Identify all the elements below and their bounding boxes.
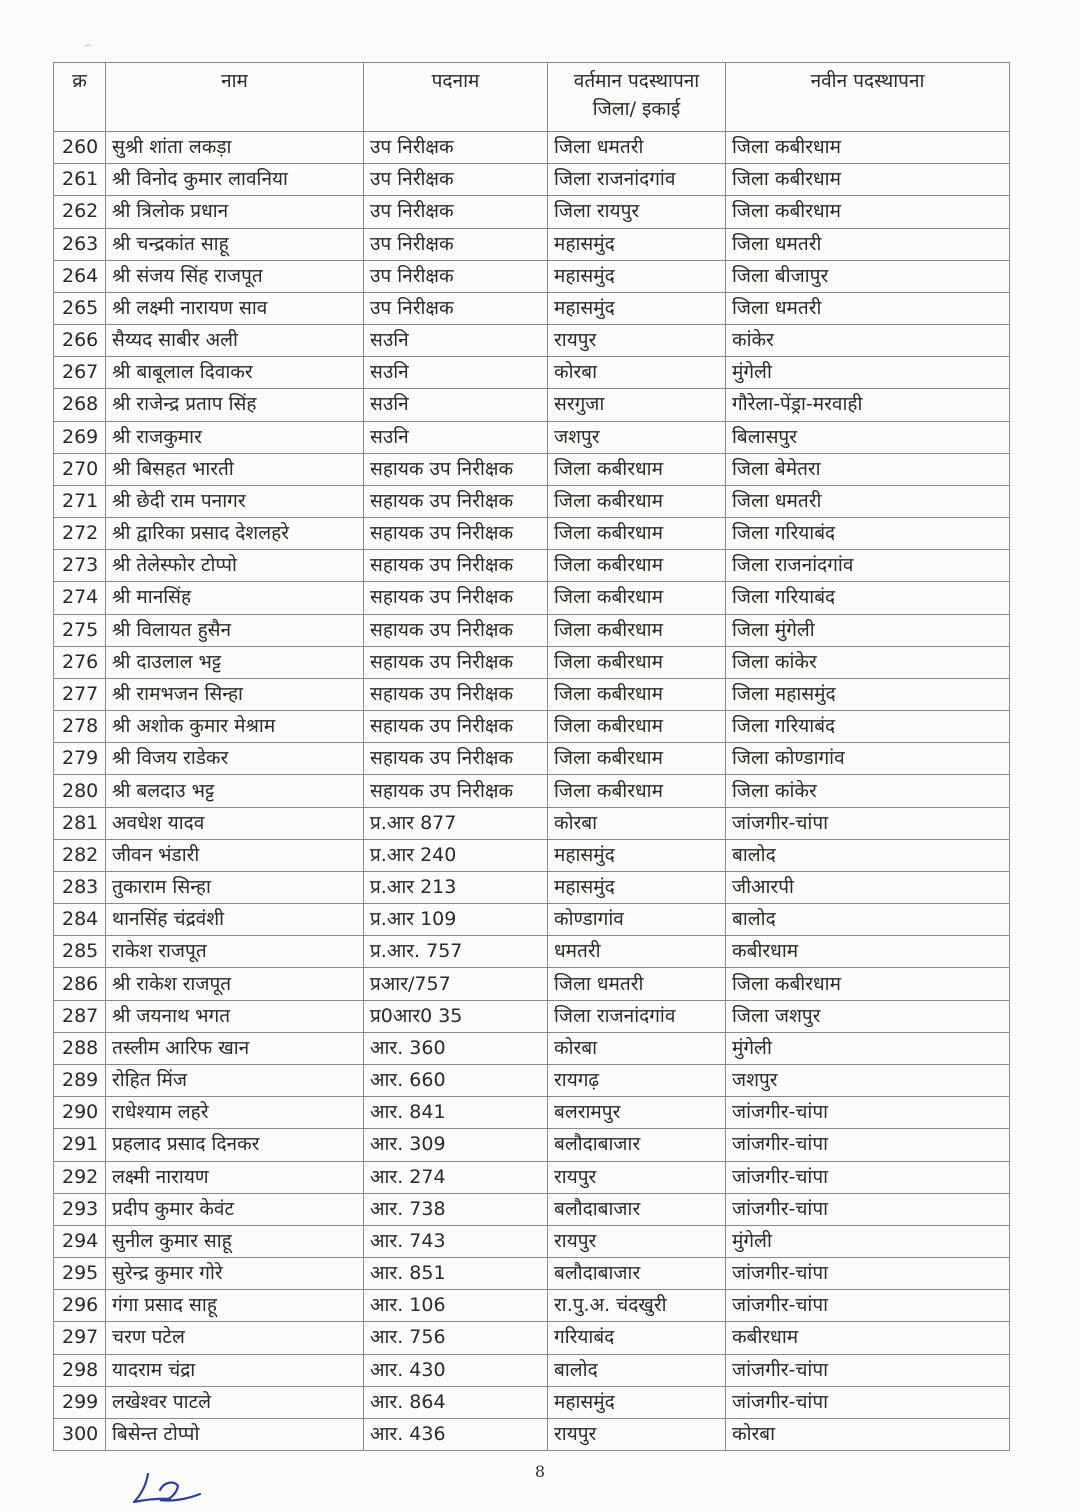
- table-row: [54, 582, 1010, 614]
- name-cell: श्री राकेश राजपूत: [106, 968, 364, 1000]
- new-posting-cell: जांजगीर-चांपा: [726, 1258, 1010, 1290]
- current-posting-cell: बलौदाबाजार: [548, 1193, 726, 1225]
- designation-cell: उप निरीक्षक: [364, 228, 548, 260]
- header-name: नाम: [106, 63, 364, 132]
- new-posting-cell: जांजगीर-चांपा: [726, 1129, 1010, 1161]
- name-cell: श्री बिसहत भारती: [106, 453, 364, 485]
- table-row: [54, 550, 1010, 582]
- table-row: [54, 678, 1010, 710]
- designation-cell: उप निरीक्षक: [364, 164, 548, 196]
- designation-cell: सहायक उप निरीक्षक: [364, 550, 548, 582]
- new-posting-cell: जिला गरियाबंद: [726, 518, 1010, 550]
- serial-cell: 299: [54, 1386, 106, 1418]
- serial-cell: 292: [54, 1161, 106, 1193]
- table-header-row: [54, 63, 1010, 132]
- serial-cell: 265: [54, 292, 106, 324]
- name-cell: राधेश्याम लहरे: [106, 1097, 364, 1129]
- table-row: [54, 260, 1010, 292]
- name-cell: तस्लीम आरिफ खान: [106, 1032, 364, 1064]
- serial-cell: 272: [54, 518, 106, 550]
- designation-cell: सउनि: [364, 357, 548, 389]
- page-number: 8: [534, 1462, 546, 1481]
- designation-cell: आर. 430: [364, 1354, 548, 1386]
- serial-cell: 268: [54, 389, 106, 421]
- designation-cell: सहायक उप निरीक्षक: [364, 453, 548, 485]
- serial-cell: 296: [54, 1290, 106, 1322]
- new-posting-cell: जिला बेमेतरा: [726, 453, 1010, 485]
- new-posting-cell: मुंगेली: [726, 1032, 1010, 1064]
- designation-cell: प्र.आर 240: [364, 839, 548, 871]
- new-posting-cell: कोरबा: [726, 1418, 1010, 1450]
- designation-cell: आर. 738: [364, 1193, 548, 1225]
- table-row: [54, 839, 1010, 871]
- designation-cell: सहायक उप निरीक्षक: [364, 582, 548, 614]
- name-cell: लक्ष्मी नारायण: [106, 1161, 364, 1193]
- designation-cell: सउनि: [364, 421, 548, 453]
- table-row: [54, 164, 1010, 196]
- table-row: [54, 485, 1010, 517]
- name-cell: श्री लक्ष्मी नारायण साव: [106, 292, 364, 324]
- serial-cell: 270: [54, 453, 106, 485]
- table-row: [54, 1032, 1010, 1064]
- current-posting-cell: जिला रायपुर: [548, 196, 726, 228]
- name-cell: चरण पटेल: [106, 1322, 364, 1354]
- new-posting-cell: जीआरपी: [726, 871, 1010, 903]
- new-posting-cell: मुंगेली: [726, 1225, 1010, 1257]
- new-posting-cell: जांजगीर-चांपा: [726, 1290, 1010, 1322]
- designation-cell: आर. 436: [364, 1418, 548, 1450]
- current-posting-cell: जिला राजनांदगांव: [548, 164, 726, 196]
- name-cell: श्री बाबूलाल दिवाकर: [106, 357, 364, 389]
- serial-cell: 262: [54, 196, 106, 228]
- name-cell: श्री छेदी राम पनागर: [106, 485, 364, 517]
- current-posting-cell: कोरबा: [548, 1032, 726, 1064]
- name-cell: श्री बलदाउ भट्ट: [106, 775, 364, 807]
- serial-cell: 294: [54, 1225, 106, 1257]
- serial-cell: 285: [54, 936, 106, 968]
- new-posting-cell: बालोद: [726, 839, 1010, 871]
- designation-cell: सहायक उप निरीक्षक: [364, 711, 548, 743]
- name-cell: श्री जयनाथ भगत: [106, 1000, 364, 1032]
- designation-cell: प्र.आर 877: [364, 807, 548, 839]
- new-posting-cell: बालोद: [726, 904, 1010, 936]
- scan-mark: [85, 44, 91, 47]
- current-posting-cell: बालोद: [548, 1354, 726, 1386]
- serial-cell: 280: [54, 775, 106, 807]
- new-posting-cell: जिला गरियाबंद: [726, 582, 1010, 614]
- table-row: [54, 453, 1010, 485]
- name-cell: प्रदीप कुमार केवंट: [106, 1193, 364, 1225]
- current-posting-cell: जिला कबीरधाम: [548, 646, 726, 678]
- designation-cell: सहायक उप निरीक्षक: [364, 614, 548, 646]
- table-row: [54, 1064, 1010, 1096]
- designation-cell: सहायक उप निरीक्षक: [364, 518, 548, 550]
- table-row: [54, 646, 1010, 678]
- table-row: [54, 936, 1010, 968]
- table-row: [54, 132, 1010, 164]
- table-row: [54, 389, 1010, 421]
- header-current-posting: [548, 63, 726, 132]
- new-posting-cell: जशपुर: [726, 1064, 1010, 1096]
- name-cell: श्री विजय राडेकर: [106, 743, 364, 775]
- current-posting-cell: रायपुर: [548, 1225, 726, 1257]
- table-row: [54, 196, 1010, 228]
- table-row: [54, 743, 1010, 775]
- serial-cell: 288: [54, 1032, 106, 1064]
- current-posting-cell: जिला धमतरी: [548, 968, 726, 1000]
- new-posting-cell: जांजगीर-चांपा: [726, 1161, 1010, 1193]
- current-posting-cell: जिला कबीरधाम: [548, 518, 726, 550]
- table-row: [54, 614, 1010, 646]
- current-posting-cell: महासमुंद: [548, 1386, 726, 1418]
- current-posting-cell: सरगुजा: [548, 389, 726, 421]
- new-posting-cell: जिला जशपुर: [726, 1000, 1010, 1032]
- new-posting-cell: जांजगीर-चांपा: [726, 1097, 1010, 1129]
- new-posting-cell: जांजगीर-चांपा: [726, 807, 1010, 839]
- header-current-posting-line2: जिला/ इकाई: [592, 98, 681, 120]
- designation-cell: आर. 743: [364, 1225, 548, 1257]
- table-row: [54, 1097, 1010, 1129]
- current-posting-cell: गरियाबंद: [548, 1322, 726, 1354]
- name-cell: श्री चन्द्रकांत साहू: [106, 228, 364, 260]
- designation-cell: प्रआर/757: [364, 968, 548, 1000]
- designation-cell: सहायक उप निरीक्षक: [364, 678, 548, 710]
- designation-cell: आर. 309: [364, 1129, 548, 1161]
- serial-cell: 295: [54, 1258, 106, 1290]
- table-row: [54, 775, 1010, 807]
- new-posting-cell: जिला राजनांदगांव: [726, 550, 1010, 582]
- table-row: [54, 325, 1010, 357]
- current-posting-cell: जिला कबीरधाम: [548, 582, 726, 614]
- table-row: [54, 292, 1010, 324]
- serial-cell: 278: [54, 711, 106, 743]
- new-posting-cell: जिला कोण्डागांव: [726, 743, 1010, 775]
- new-posting-cell: जिला कबीरधाम: [726, 968, 1010, 1000]
- serial-cell: 264: [54, 260, 106, 292]
- serial-cell: 291: [54, 1129, 106, 1161]
- new-posting-cell: जिला धमतरी: [726, 228, 1010, 260]
- table-row: [54, 711, 1010, 743]
- name-cell: थानसिंह चंद्रवंशी: [106, 904, 364, 936]
- transfer-roster-table: [53, 62, 1010, 1451]
- table-row: [54, 1161, 1010, 1193]
- designation-cell: सहायक उप निरीक्षक: [364, 775, 548, 807]
- current-posting-cell: रायपुर: [548, 325, 726, 357]
- serial-cell: 275: [54, 614, 106, 646]
- new-posting-cell: जिला मुंगेली: [726, 614, 1010, 646]
- new-posting-cell: गौरेला-पेंड्रा-मरवाही: [726, 389, 1010, 421]
- name-cell: सुरेन्द्र कुमार गोरे: [106, 1258, 364, 1290]
- header-current-posting-line1: वर्तमान पदस्थापना: [573, 70, 700, 92]
- table-row: [54, 421, 1010, 453]
- new-posting-cell: कबीरधाम: [726, 936, 1010, 968]
- new-posting-cell: कबीरधाम: [726, 1322, 1010, 1354]
- table-row: [54, 518, 1010, 550]
- header-designation: पदनाम: [364, 63, 548, 132]
- table-row: [54, 1193, 1010, 1225]
- designation-cell: आर. 851: [364, 1258, 548, 1290]
- name-cell: रोहित मिंज: [106, 1064, 364, 1096]
- designation-cell: आर. 274: [364, 1161, 548, 1193]
- serial-cell: 284: [54, 904, 106, 936]
- table-row: [54, 357, 1010, 389]
- current-posting-cell: रायगढ़: [548, 1064, 726, 1096]
- serial-cell: 260: [54, 132, 106, 164]
- serial-cell: 290: [54, 1097, 106, 1129]
- name-cell: श्री विलायत हुसैन: [106, 614, 364, 646]
- new-posting-cell: जिला धमतरी: [726, 485, 1010, 517]
- name-cell: श्री मानसिंह: [106, 582, 364, 614]
- new-posting-cell: जिला बीजापुर: [726, 260, 1010, 292]
- current-posting-cell: बलरामपुर: [548, 1097, 726, 1129]
- new-posting-cell: जांजगीर-चांपा: [726, 1354, 1010, 1386]
- serial-cell: 266: [54, 325, 106, 357]
- serial-cell: 261: [54, 164, 106, 196]
- table-row: [54, 1386, 1010, 1418]
- new-posting-cell: जिला महासमुंद: [726, 678, 1010, 710]
- designation-cell: आर. 864: [364, 1386, 548, 1418]
- new-posting-cell: कांकेर: [726, 325, 1010, 357]
- name-cell: यादराम चंद्रा: [106, 1354, 364, 1386]
- name-cell: सुनील कुमार साहू: [106, 1225, 364, 1257]
- current-posting-cell: जिला कबीरधाम: [548, 485, 726, 517]
- table-row: [54, 1418, 1010, 1450]
- name-cell: प्रहलाद प्रसाद दिनकर: [106, 1129, 364, 1161]
- header-new-posting: नवीन पदस्थापना: [726, 63, 1010, 132]
- new-posting-cell: मुंगेली: [726, 357, 1010, 389]
- table-row: [54, 1354, 1010, 1386]
- new-posting-cell: जिला कबीरधाम: [726, 164, 1010, 196]
- serial-cell: 298: [54, 1354, 106, 1386]
- current-posting-cell: कोण्डागांव: [548, 904, 726, 936]
- current-posting-cell: बलौदाबाजार: [548, 1258, 726, 1290]
- current-posting-cell: रायपुर: [548, 1418, 726, 1450]
- current-posting-cell: जिला कबीरधाम: [548, 453, 726, 485]
- name-cell: लखेश्वर पाटले: [106, 1386, 364, 1418]
- designation-cell: उप निरीक्षक: [364, 196, 548, 228]
- designation-cell: आर. 660: [364, 1064, 548, 1096]
- new-posting-cell: जिला गरियाबंद: [726, 711, 1010, 743]
- name-cell: श्री त्रिलोक प्रधान: [106, 196, 364, 228]
- current-posting-cell: जिला कबीरधाम: [548, 614, 726, 646]
- table-row: [54, 1000, 1010, 1032]
- table-row: [54, 807, 1010, 839]
- designation-cell: सहायक उप निरीक्षक: [364, 646, 548, 678]
- current-posting-cell: जिला कबीरधाम: [548, 711, 726, 743]
- name-cell: तुकाराम सिन्हा: [106, 871, 364, 903]
- serial-cell: 267: [54, 357, 106, 389]
- table-row: [54, 1129, 1010, 1161]
- designation-cell: प्र.आर. 757: [364, 936, 548, 968]
- table-row: [54, 904, 1010, 936]
- new-posting-cell: जिला कांकेर: [726, 775, 1010, 807]
- name-cell: अवधेश यादव: [106, 807, 364, 839]
- table-row: [54, 1225, 1010, 1257]
- designation-cell: सउनि: [364, 389, 548, 421]
- current-posting-cell: जिला कबीरधाम: [548, 678, 726, 710]
- serial-cell: 300: [54, 1418, 106, 1450]
- serial-cell: 276: [54, 646, 106, 678]
- designation-cell: सहायक उप निरीक्षक: [364, 485, 548, 517]
- name-cell: श्री राजकुमार: [106, 421, 364, 453]
- table-row: [54, 968, 1010, 1000]
- current-posting-cell: जशपुर: [548, 421, 726, 453]
- name-cell: श्री द्वारिका प्रसाद देशलहरे: [106, 518, 364, 550]
- current-posting-cell: रायपुर: [548, 1161, 726, 1193]
- serial-cell: 277: [54, 678, 106, 710]
- designation-cell: आर. 841: [364, 1097, 548, 1129]
- serial-cell: 281: [54, 807, 106, 839]
- designation-cell: सउनि: [364, 325, 548, 357]
- name-cell: सैय्यद साबीर अली: [106, 325, 364, 357]
- name-cell: श्री तेलेस्फोर टोप्पो: [106, 550, 364, 582]
- designation-cell: आर. 756: [364, 1322, 548, 1354]
- name-cell: जीवन भंडारी: [106, 839, 364, 871]
- header-serial: क्र: [54, 63, 106, 132]
- serial-cell: 263: [54, 228, 106, 260]
- table-row: [54, 1258, 1010, 1290]
- current-posting-cell: रा.पु.अ. चंदखुरी: [548, 1290, 726, 1322]
- current-posting-cell: जिला कबीरधाम: [548, 743, 726, 775]
- designation-cell: उप निरीक्षक: [364, 260, 548, 292]
- serial-cell: 273: [54, 550, 106, 582]
- designation-cell: प्र.आर 213: [364, 871, 548, 903]
- designation-cell: आर. 360: [364, 1032, 548, 1064]
- new-posting-cell: बिलासपुर: [726, 421, 1010, 453]
- current-posting-cell: महासमुंद: [548, 260, 726, 292]
- current-posting-cell: महासमुंद: [548, 871, 726, 903]
- serial-cell: 297: [54, 1322, 106, 1354]
- current-posting-cell: कोरबा: [548, 357, 726, 389]
- new-posting-cell: जिला कबीरधाम: [726, 196, 1010, 228]
- serial-cell: 287: [54, 1000, 106, 1032]
- serial-cell: 282: [54, 839, 106, 871]
- serial-cell: 279: [54, 743, 106, 775]
- current-posting-cell: कोरबा: [548, 807, 726, 839]
- current-posting-cell: जिला धमतरी: [548, 132, 726, 164]
- new-posting-cell: जांजगीर-चांपा: [726, 1386, 1010, 1418]
- name-cell: श्री राजेन्द्र प्रताप सिंह: [106, 389, 364, 421]
- name-cell: श्री अशोक कुमार मेश्राम: [106, 711, 364, 743]
- current-posting-cell: महासमुंद: [548, 839, 726, 871]
- serial-cell: 274: [54, 582, 106, 614]
- serial-cell: 293: [54, 1193, 106, 1225]
- current-posting-cell: बलौदाबाजार: [548, 1129, 726, 1161]
- table-body: [54, 132, 1010, 1451]
- designation-cell: उप निरीक्षक: [364, 292, 548, 324]
- current-posting-cell: जिला कबीरधाम: [548, 775, 726, 807]
- name-cell: श्री विनोद कुमार लावनिया: [106, 164, 364, 196]
- table-row: [54, 228, 1010, 260]
- name-cell: सुश्री शांता लकड़ा: [106, 132, 364, 164]
- designation-cell: प्र0आर0 35: [364, 1000, 548, 1032]
- name-cell: राकेश राजपूत: [106, 936, 364, 968]
- name-cell: श्री रामभजन सिन्हा: [106, 678, 364, 710]
- current-posting-cell: जिला राजनांदगांव: [548, 1000, 726, 1032]
- name-cell: श्री संजय सिंह राजपूत: [106, 260, 364, 292]
- current-posting-cell: महासमुंद: [548, 292, 726, 324]
- new-posting-cell: जांजगीर-चांपा: [726, 1193, 1010, 1225]
- serial-cell: 271: [54, 485, 106, 517]
- serial-cell: 283: [54, 871, 106, 903]
- current-posting-cell: धमतरी: [548, 936, 726, 968]
- current-posting-cell: जिला कबीरधाम: [548, 550, 726, 582]
- name-cell: गंगा प्रसाद साहू: [106, 1290, 364, 1322]
- current-posting-cell: महासमुंद: [548, 228, 726, 260]
- serial-cell: 269: [54, 421, 106, 453]
- designation-cell: प्र.आर 109: [364, 904, 548, 936]
- serial-cell: 286: [54, 968, 106, 1000]
- table-row: [54, 1290, 1010, 1322]
- new-posting-cell: जिला धमतरी: [726, 292, 1010, 324]
- name-cell: बिसेन्त टोप्पो: [106, 1418, 364, 1450]
- new-posting-cell: जिला कबीरधाम: [726, 132, 1010, 164]
- serial-cell: 289: [54, 1064, 106, 1096]
- new-posting-cell: जिला कांकेर: [726, 646, 1010, 678]
- name-cell: श्री दाउलाल भट्ट: [106, 646, 364, 678]
- designation-cell: सहायक उप निरीक्षक: [364, 743, 548, 775]
- designation-cell: उप निरीक्षक: [364, 132, 548, 164]
- table-row: [54, 871, 1010, 903]
- designation-cell: आर. 106: [364, 1290, 548, 1322]
- table-row: [54, 1322, 1010, 1354]
